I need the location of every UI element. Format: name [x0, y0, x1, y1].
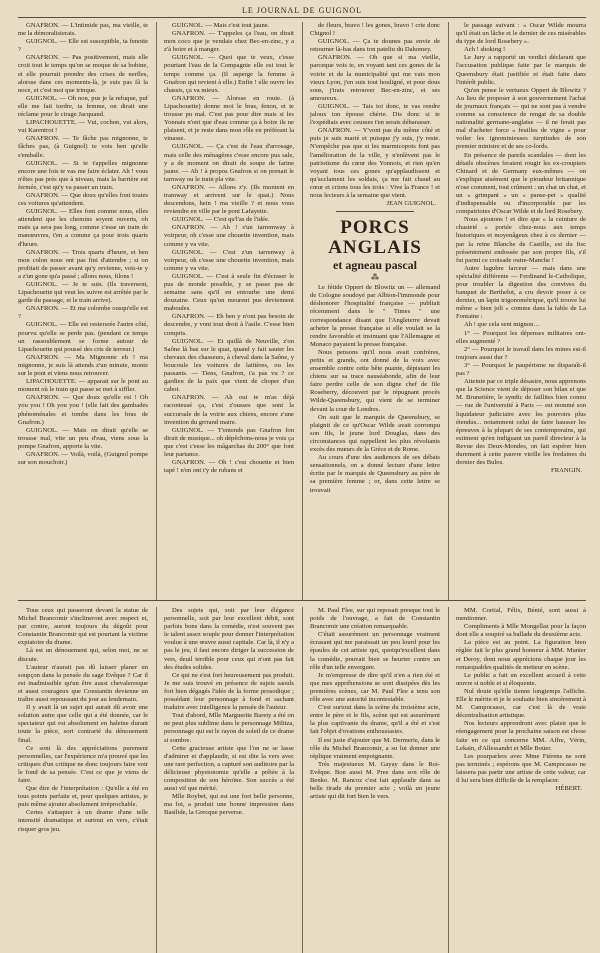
- paragraph: Je m'empresse de dire qu'il n'en a rien été et que mes appréhensions se sont dissipées dès les premières scènes, car M. Paul Flee a tenu son rôle avec une autorité incontestable.: [310, 671, 440, 704]
- paragraph: Nous pensons qu'il nous avait confrères, petits et grands, ont donné de la voix avec ensemble contre cette bête puante, dépistant les chiens sur sa trace nauséabonde, afin de leur faire perdre celle de son digne chef de file Roseberry, découvert par le répugnant procès Wilde-Queensbury, qui vient de se terminer devant la cour de Londres.: [310, 348, 440, 413]
- paragraph: Le public a fait un excellent accueil à cette œuvre si noble et si éloquente.: [456, 671, 586, 687]
- bottom-section: [18, 601, 586, 953]
- divider: [336, 211, 414, 212]
- paragraph: GNAFRON. — Allons z'y. (Ils montent en tramway et arrivent sur le quai.) Nous descendons, hein ! ma vieille ? et nous vous reviendre en ville par le pont Lafayette.: [164, 183, 294, 216]
- paragraph: Ce qui ne s'est fort heureusement pas produit. Je me suis trouvé en présence de sujets saouls fort bien dégagés l'idée de la forme prosodique ; possédant leur personnage à fond et sachant traduire avec intelligence la pensée de l'auteur.: [164, 671, 294, 712]
- paragraph: GUIGNOL. — Tais toi donc, te vas rendre jaloux ton épouse chérie. Dis donc si te l'expédiais avec ceusses t'en serais débarasser.: [310, 102, 440, 127]
- paragraph: Que dire de l'interprétation : Qu'elle a été en tous points parfaite et, pour quelques artistes, je puis même ajouter absolument irréprochable.: [18, 785, 148, 809]
- paragraph: Nul doute qu'elle tienne longtemps l'affiche. Elle le mérite et je le souhaite bien sincèrement à M. Campocasso, car c'est là de vraie décentralisation artistique.: [456, 687, 586, 720]
- paragraph: GUIGNOL. — Elle est restersrée l'autre côté, pourvu qu'elle se perde pas. (pendant ce temps un rassoublement se forme autour de Lipachouette qui poussé des cris de terreur.): [18, 321, 148, 353]
- paragraph: GUIGNOL. — Mais on dirait qu'elle se trousse mal, vite un peu d'eau, viens sous la pompe Gnafron, apporte la vite.: [18, 426, 148, 450]
- paragraph: GNAFRON. — Ah oui te m'as déjà raconteusé ça, c'est z'ousses que sont la succursale de la voirie aux chiens, encore z'une invention du grrrand maire.: [164, 394, 294, 426]
- paragraph: 3° — Pourquoi le paupérisme ne disparaît-il pas ?: [456, 361, 586, 378]
- column-4: [448, 22, 586, 600]
- bottom-column-4: [448, 607, 586, 953]
- paragraph: GUIGNOL. — C'est à seule fin d'écraser le pus de monde possible, y se passe pas de semaine sans qu'il en entourbe une demi douzaine. Ceux qu'on meurent pus deviennent maboules.: [164, 272, 294, 313]
- column-3: [302, 22, 440, 600]
- paragraph: L'auteur n'aurait pas dû laisser planer un soupçon dans la pensée du sage Evêque ? Car il est inadmissible qu'un être aussi chevaleresque et aussi courageux que Constantin devienne un traître aussi repoussant du jour au lendemain.: [18, 663, 148, 704]
- paragraph: LIPACHOUETTE. — apparait sur le pont au moment où le train qui passe se met à siffler.: [18, 378, 148, 394]
- paragraph: GNAFRON. — Ma Mignonne eh ! ma mignonne, je suis là attends z'un minute, monte sur le pont et viens nous retrouver.: [18, 353, 148, 378]
- paragraph: GUIGNOL. — C'est z'un tarrenway à voirpeur, oh c'esse une chouette invention, mais comme y va vite.: [164, 248, 294, 272]
- bottom-column-1: [18, 607, 148, 953]
- paragraph: GUIGNOL. — Elle est susceptible, ta fenotte ?: [18, 38, 148, 54]
- paragraph: Mlle Roybet, qui est une fort belle personne, ma foi, a produit une bonne impression dans Basilide, la Grecque perverse.: [164, 793, 294, 817]
- paragraph: Nos lecteurs apprendront avec plaisir que le réengagement pour la prochaine saison est chose faite en ce qui concerne MM. Affre, Vérin, Lekain, d'Allessandri et Mlle Boüer.: [456, 720, 586, 752]
- paragraph: Tout d'abord, Mlle Marguerite Barety a été on ne peut plus sublime dans le personnage Militza, personnage qui est le rayon de soleil de ce drame si sombre.: [164, 712, 294, 744]
- bottom-column-2: [156, 607, 294, 953]
- paragraph: Des sujets qui, soit par leur élégance personnelle, soit par leur excellent débit, sont parfois bons dans la comédie, n'est souvent pas le talent assez souple pour donner l'interprétation voulue à une œuvre aussi capitale. Car là, il n'y a pas le jeu, il faut encore diriger la succession de vers, deuil terrible pour ceux qui n'ont pas fait des études solides.: [164, 607, 294, 671]
- paragraph: GUIGNOL. — Ça c'est de l'eau d'arrosage, mais celle des ménagères c'esse encore pus sale, y a de moment on dirait de soupe de farine jaune. — Ah ! à propos Gnafron si on prenait le tarnway ou le train pla vite.: [164, 143, 294, 183]
- paragraph: GUIGNOL. — Et quillà de Neuville, z'on Saône là bas sur le quai, quand y fait sauter les chevaux des chasseurs, à cheval dans la Saône, y boucoule les voitures de laitières, ou les passants. — Tiens, Gnafron, t'a pas vu ? ce gardien de la paix que vient de choper d'un cabot.: [164, 337, 294, 394]
- paragraph: Cette gracieuse artiste que l'on ne se lasse d'admirer et d'applaudir, si est dite la vers avec une rare perfection, a capturé son auditoire par la délicieuse physionomie qu'elle a prêtée à la composition de son héroïne. Son succès a été aussi vif que mérité.: [164, 744, 294, 793]
- paragraph: GNAFRON. — Trois quarts d'heure, et ben mon colon nous ont pas fini d'attendre ; si on profitait de passer avant qu'y revienne, vois-te y a z'un gone qu'a passé ; allons nous, filons !: [18, 248, 148, 280]
- paragraph: En présence de pareils scandales — dont les détails obscènes feraient rougir les ex-croupiers Chinard et de Germany eux-mêmes — on s'explique aisément que le pioudeur britannique n'ose comment, tout crûment : un chat un chat, et un « grimpant » un « panse-pet » qualité d'indispensable ou d'incorporable par les compatriotes d'Oscar Wilde et de lord Rosebery.: [456, 151, 586, 216]
- column-2: [156, 22, 294, 600]
- paragraph: Le fétide Oppert de Blowitz un — allemand de Cologne soudoyé par Albion-l'immonde pour déshonorer l'hospitalité française — publiait récemment dans le " Times " une correspondance disant que l'Angleterre devait acheter la presse française si elle voulait se la rendre favorable et insinuant que l'Allemagne et Monaco payaient la presse française.: [310, 284, 440, 348]
- paragraph: C'était assurément un personnage vraiment écrasant qui me paraissait un peu lourd pour les épaules de cet artiste qui, quoiqu'excellent dans la comédie, pouvait bien se heurter contre un rôle d'un telle envergure.: [310, 631, 440, 671]
- column-1: [18, 22, 148, 600]
- paragraph: Très majestueux M. Gayay dans le Roi-Evêque. Bon aussi M. Pree dans son rôle de Benko. M. Rancoz c'est fait applaudir dans sa belle tirade du premier acte ; voilà un jeune artiste qui dit fort bien le vers.: [310, 760, 440, 801]
- paragraph: GUIGNOL. — Je te suis. (Ils traversent, Lipachouette qui veut les suivre est arrêtée par le garde du passage, et le train arrive).: [18, 281, 148, 305]
- paragraph: GUIGNOL. — Oh non, pus je la refuque, puf elle me fait tordre, ta femme, on dirait une réclame pour le cirage Jacquand.: [18, 94, 148, 119]
- paragraph: 2° — Pourquoi le travail dans les mines est-il toujours aussi dur ?: [456, 345, 586, 361]
- article-title: PORCS ANGLAIS: [328, 217, 422, 259]
- paragraph: GNAFRON. — Voilà, voilà, (Guignol pompe sur son mouchoir.): [18, 450, 148, 467]
- top-section: [18, 22, 586, 601]
- paragraph: GNAFRON. — Te fâche pas mignonne, te fâches pas, (à Guignol) te vois ben qu'elle s'emballe.: [18, 135, 148, 159]
- paragraph: Tous ceux qui passeront devant la statue de Michel Brancomir s'inclineront avec respect et, par contre, auront toujours du dégoût pour Constantin Brancomir qui est pourtant la victime expiatoire du drame.: [18, 607, 148, 647]
- paragraph: le passage suivant : « Oscar Wilde mourra qu'il était un lâche et le dernier de ces misérables du type de lord Rosebery ».: [456, 22, 586, 46]
- paragraph: C'est surtout dans la scène du troisième acte, entre le père et le fils, scène qui est assurément la plus captivante du drame, qu'il a été et s'est fait l'objet d'ovations enthousiastes.: [310, 704, 440, 736]
- paragraph: GUIGNOL. — Ça te dounes pas envie de retourner là-bas dans ton pateliu du Dahomey.: [310, 38, 440, 54]
- paragraph: GNAFRON. — T'appeles ça l'eau, on dirait mon coco que je vendais chez Bec-en-zinc, y a z'à boire et à manger.: [164, 30, 294, 54]
- masthead: LE JOURNAL DE GUIGNOL: [18, 6, 586, 18]
- paragraph: La pièce est au point. La figuration bien réglée fait le plus grand honneur à MM. Munier et Deroy, dont nous apprécions chaque jour les remarquables qualités de metteur en scène.: [456, 639, 586, 671]
- paragraph: GNAFRON. — Eh ben y n'ont pas besoin de descendre, y vont tout droit à l'asile. C'esse bien compris.: [164, 313, 294, 337]
- paragraph: Ach ! shoking !: [464, 46, 506, 54]
- paragraph: Le Jury a rapporté un verdict déclarant que l'accusation publique faite par le marquis de Queensbury était justifiée et était faite dans l'intérêt public.: [456, 54, 586, 86]
- paragraph: Compliments à Mlle Mongellaz pour la façon dont elle a soupiré sa ballade du deuxième acte.: [456, 623, 586, 639]
- paragraph: Atteinte par ce triple désastre, nous apprenons que la Science vient de déposer son bilan et que M. Brunetière, le syndic de faillites bien connu — rue de l'université à Paris — est nommé son liquidateur judiciaire avec les pouvoirs plus étendus... notamment celui de faire hausser les épreuves à la plupart de ses contemporains, qui estiment qu'en indiguant un pareil directeur à la Revue des Deux-Mondes, on fait espérer bien durement à cette pauvre vieille les fredaines du dernier des Bulos.: [456, 378, 586, 467]
- paragraph: Autre lugubre farceur — mais dans une spécialité différente — Ferdinand le-Catholique, pour troubler la digestion des convives du banquet de Berthelot, a cru devoir poser à ce dernier, un lapin trigonométrique, qu'il trouve lui même « bien joli » comme dans la fable de La Fontaine :: [456, 264, 586, 321]
- paragraph: Les pourparlers avec Mme Fiérens ne sont pas terminés ; espérons que M. Campocasso ne laissera pas partir une artiste de cette valeur, car il lui sera bien difficile de la remplacer.: [456, 752, 586, 784]
- paragraph: On suit que le marquis de Queensbury, se plaignit de ce qu'Oscar Wilde avait corrompu son fils, le jeune lord Douglas, dans des circonstances qui rappellent les plus révoltants excès des mœurs de la Grèce et de Rome.: [310, 413, 440, 454]
- paragraph: GNAFRON. — Y'vont pas du même côté et puis je suis marié et puisque j'y suis, j'y reste. N'empêche pas que si les marmicopots font pas l'amélioration de la ville, y n'enlèvent pas le patriotisme du cœur des Yonnois, et rien qu'en voyant tous ces gones qu'applaudissent et qu'acclament les soldats, ça me fait chaud au cœur et crions tous les trois : Vive la France ! et nous lecteurs à la semaine que vient.: [310, 127, 440, 199]
- paragraph: GNAFRON. — L'intimide pas, ma vieille, te me la démoralisterais.: [18, 22, 148, 38]
- paragraph: GUIGNOL. — Mais c'est tout jaune.: [172, 22, 270, 29]
- paragraph: GNAFRON. — Que doux qu'elle est ! Oh you you ! Oh you you ! (elle fait des gambades phénoménales et tombe dans les bras de Gnafron.): [18, 394, 148, 426]
- paragraph: 1° — Pourquoi les dépenses militaires ont-elles augmenté ?: [456, 329, 586, 345]
- paragraph: Il est juste d'ajouter que M. Dermerie, dans le rôle du Michel Brancomir, a su lui donner une réplique vraiment empoignante.: [310, 736, 440, 760]
- paragraph: Ah ! que cela sent mignon…: [464, 321, 540, 329]
- paragraph: GNAFRON. — Ah ! s'un tarremway à voirpeur, oh c'esse une chouette invention, mais comme y va vite.: [164, 224, 294, 248]
- paragraph: Nous ajoutons ! et dire que « la ceinture de chasteté » portée chez-nous aux temps historiques et moyenâgeux chez à ce dernier — par la reine Blanche de Castille, est du fisc présentement endossée par son propre fils, s'il fut parmi ce croisade outre-Manche !: [456, 216, 586, 264]
- paragraph: Certes s'attaquer à un drame d'une telle intensité dramatique et surtout en vers, c'était risquer gros jeu.: [18, 809, 148, 833]
- paragraph: GNAFRON. — Oh que si ma vieille, parceque vois te, en voyant tant ces gones de la voirie et de la municipalité qui me vais mon vieux Lyon, j'en suis tout houligné, et pour dous sous, j'irais retrouver Bec-en-zinc, et ses amoureux.: [310, 54, 440, 102]
- paragraph: Il y avait là un sujet qui aurait dû avoir une solution autre que celle qui a été donnée, car le spectateur qui est absolument en haleine durant toute la pièce, sort contrarié du dénouement final.: [18, 704, 148, 744]
- paragraph: M. Paul Flee, sur qui reposait presque tout le poids de l'ouvrage, a fait de Constantin Brancomir une création remarquable.: [310, 607, 440, 631]
- signature-jean-guignol: JEAN GUIGNOL.: [386, 200, 436, 208]
- article-headline: [310, 218, 440, 272]
- bottom-column-3: [302, 607, 440, 953]
- paragraph: Là est un dénouement qui, selon moi, ne se discute.: [18, 647, 148, 663]
- ornament: ⁂: [371, 273, 379, 283]
- paragraph: Au cours d'une des audiences de ses débats sensationnels, on a donné lecture d'une lettre écrite par le marquis de Queensbury au père de sa première femme ; or, dans cette lettre se trouvait: [310, 454, 440, 494]
- paragraph: GUIGNOL. — Si te t'appelles mignonne encore une fois te vas me faire éclater. Ah ! vous n'êtes pas près que à niveau, mais la barrière est fermée, c'est qu'y va passer un train.: [18, 159, 148, 191]
- paragraph: GUIGNOL. — T'entends pas Gnafron fon dirait de musique... oh dépêchons-nous je vois ça que c'est c'esse les mâgarchas du 200° que font leur partance.: [164, 426, 294, 458]
- paragraph: de fleurs, bravo ! les gones, bravo ! crie donc Chignol !: [310, 22, 440, 38]
- paragraph: GNAFRON. — Que doux qu'elles font toutes ces voitures qu'attendent.: [18, 191, 148, 208]
- paragraph: Ce sont là des appréciations purement personnelles, car l'expérience m'a prouvé que les critiques d'un critique ne donc toujours faire voir le fond de sa pensée. C'est ce que je viens de faire.: [18, 744, 148, 784]
- paragraph: GUIGNOL. — Elles font comme nous, elles attendent que les chemins soyent ouverts, oh mais ça sera pas long, comme c'esse un train de manœuvres, t'en a comme ça pour trois quarts d'heure.: [18, 208, 148, 248]
- paragraph: LIPACHOUETTE. — Vui, cochon, vui alors, vui Karentrot !: [18, 119, 148, 135]
- paragraph: GNAFRON. — Alorsse en route. (à Lipachouette) donne moi le bras, fenon, et te trousse pu mal. C'est pas pour dire mais si les Yonnais n'ont que d'eau comme ça à boire ils ne plaisent, et je reste dans mon rôle en préférant la vinasse.: [164, 94, 294, 143]
- paragraph: Qu'en pense le vertueux Oppert de Blowitz ? Au lieu de proposer à son gouvernement l'achat de journaux français — qui ne sont pas à vendre comme sa conscience de rengat de sa double nationalité germano-anglaise — il ne ferait pas mal d'acheter force « feuilles de vigne » pour voiler les ignominieuses turpitudes de son premier ministre et de ses co-lords.: [456, 86, 586, 151]
- signature-hebert: HÉBERT.: [555, 785, 582, 793]
- paragraph: GUIGNOL. — C'est qu'l'as de l'idée.: [172, 216, 270, 224]
- signature-frangin: FRANGIN.: [551, 467, 582, 475]
- paragraph: GNAFRON. — Et ma colombe ousqu'elle est ?: [18, 305, 148, 321]
- paragraph: MM. Cortial, Félix, Bénié, sont aussi à mentionner.: [456, 607, 586, 623]
- paragraph: GNAFRON. — Oh ! c'est chouette et bien tapé ! n'en ont t'y de rubans et: [164, 459, 294, 475]
- paragraph: GNAFRON. — Pas positivement, mais elle croit tout le temps qu'on se moque de sa bobine, et elle pourrait prendre des crises de nerfles, alorsse dans ces moments-là, je suis pas fâ la noce, et c'est moi que trinque.: [18, 54, 148, 94]
- paragraph: GUIGNOL. — Quoi que te veux, c'esse pourtant l'eau de la Compagnie elle est tout le temps comme ça. (Il asperge la femme à Gnafron qui revient à elle.) Enfin ! elle ouvre les chassis, ça va mieux.: [164, 54, 294, 94]
- article-subtitle: et agneau pascal: [333, 258, 417, 273]
